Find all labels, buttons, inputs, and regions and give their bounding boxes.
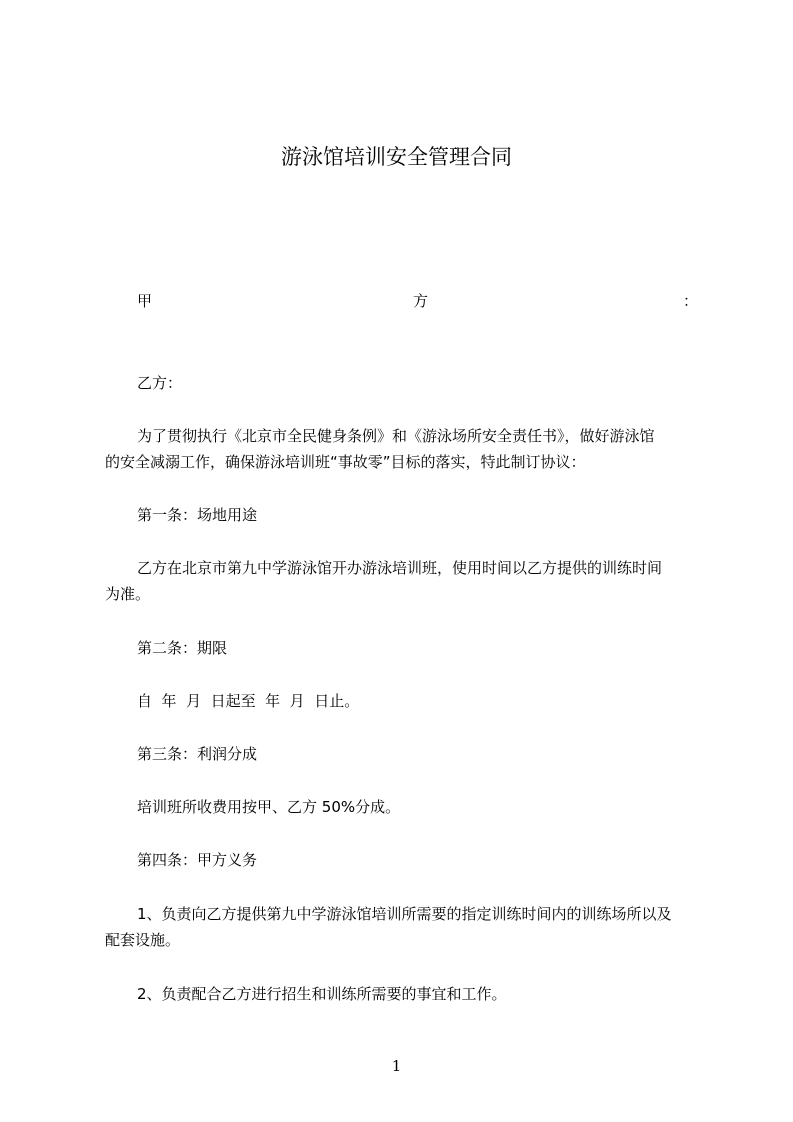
party-a-line [137,291,699,311]
intro-line-1: 为了贯彻执行《北京市全民健身条例》和《游泳场所安全责任书》，做好游泳馆 [137,427,655,445]
party-a-colon: ： [683,292,699,310]
article-4-item-1-line-1: 1、负责向乙方提供第九中学游泳馆培训所需要的指定训练时间内的训练场所以及 [137,905,672,923]
document-title: 游泳馆培训安全管理合同 [281,145,512,169]
intro-line-2: 的安全减溺工作，确保游泳培训班“事故零”目标的落实，特此制订协议： [105,453,586,471]
article-1-line-1: 乙方在北京市第九中学游泳馆开办游泳培训班，使用时间以乙方提供的训练时间 [137,559,663,577]
party-a-char-2: 方 [413,292,429,310]
article-1-heading: 第一条：场地用途 [137,506,258,524]
article-1-line-2: 为准。 [105,585,151,603]
article-2-body: 自 年 月 日起至 年 月 日止。 [137,692,360,710]
page-number: 1 [391,1057,402,1075]
article-2-heading: 第二条：期限 [137,639,228,657]
article-4-item-1-line-2: 配套设施。 [105,931,181,949]
party-b-line: 乙方： [137,374,183,392]
article-3-body: 培训班所收费用按甲、乙方 50%分成。 [137,798,401,816]
article-3-heading: 第三条：利润分成 [137,745,258,763]
article-4-item-2: 2、负责配合乙方进行招生和训练所需要的事宜和工作。 [137,985,507,1003]
party-a-char-1: 甲 [137,292,153,310]
article-4-heading: 第四条：甲方义务 [137,851,258,869]
